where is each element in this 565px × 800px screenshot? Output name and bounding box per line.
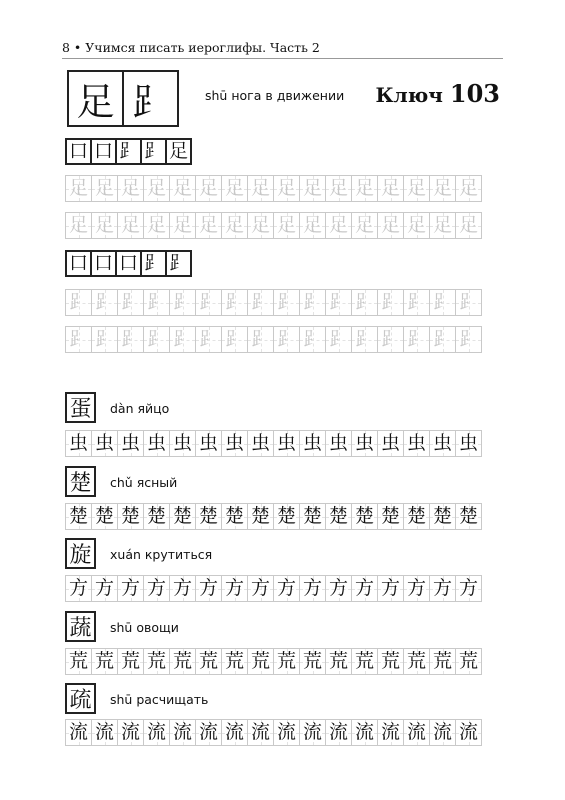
practice-cell: 虫 xyxy=(221,430,248,457)
practice-cell: 虫 xyxy=(273,430,300,457)
practice-cell: 虫 xyxy=(91,430,118,457)
practice-cell: 荒 xyxy=(117,648,144,675)
practice-cell: 流 xyxy=(299,719,326,746)
practice-cell: 流 xyxy=(117,719,144,746)
practice-cell: 流 xyxy=(377,719,404,746)
practice-cell: 荒 xyxy=(221,648,248,675)
practice-cell: ⻊ xyxy=(429,289,456,316)
practice-cell: 楚 xyxy=(377,503,404,530)
practice-cell: 足 xyxy=(91,175,118,202)
practice-cell: 足 xyxy=(195,212,222,239)
practice-cell: 足 xyxy=(247,212,274,239)
practice-row-variant-2 xyxy=(65,326,481,353)
stroke-cell: ⼝ xyxy=(90,250,117,277)
practice-cell: 方 xyxy=(117,575,144,602)
practice-cell: 足 xyxy=(299,175,326,202)
practice-cell: ⻊ xyxy=(299,326,326,353)
practice-cell: 楚 xyxy=(273,503,300,530)
practice-cell: 方 xyxy=(247,575,274,602)
practice-cell: 流 xyxy=(221,719,248,746)
word-practice-row xyxy=(65,575,481,602)
practice-cell: ⻊ xyxy=(247,289,274,316)
practice-cell: 方 xyxy=(273,575,300,602)
practice-cell: ⻊ xyxy=(169,289,196,316)
practice-cell: 楚 xyxy=(195,503,222,530)
practice-cell: 方 xyxy=(429,575,456,602)
practice-cell: 流 xyxy=(325,719,352,746)
practice-cell: ⻊ xyxy=(65,326,92,353)
practice-cell: 足 xyxy=(143,212,170,239)
practice-cell: 荒 xyxy=(169,648,196,675)
practice-cell: ⻊ xyxy=(455,289,482,316)
practice-cell: 足 xyxy=(143,175,170,202)
practice-cell: 楚 xyxy=(325,503,352,530)
practice-cell: 荒 xyxy=(91,648,118,675)
practice-cell: ⻊ xyxy=(169,326,196,353)
practice-row-main-2 xyxy=(65,212,481,239)
practice-cell: 足 xyxy=(377,212,404,239)
practice-cell: 流 xyxy=(143,719,170,746)
practice-cell: ⻊ xyxy=(195,326,222,353)
practice-cell: ⻊ xyxy=(325,289,352,316)
practice-cell: 足 xyxy=(221,212,248,239)
practice-cell: 足 xyxy=(65,212,92,239)
practice-cell: 虫 xyxy=(403,430,430,457)
practice-cell: ⻊ xyxy=(221,326,248,353)
stroke-cell: ⼝ xyxy=(90,138,117,165)
word-char-box: 疏 xyxy=(65,683,96,714)
practice-cell: 足 xyxy=(377,175,404,202)
practice-cell: 流 xyxy=(403,719,430,746)
practice-cell: 足 xyxy=(117,175,144,202)
practice-cell: 足 xyxy=(195,175,222,202)
practice-row-main-1 xyxy=(65,175,481,202)
stroke-order-main xyxy=(65,138,190,165)
practice-cell: ⻊ xyxy=(91,326,118,353)
practice-cell: 流 xyxy=(455,719,482,746)
practice-cell: 荒 xyxy=(247,648,274,675)
stroke-cell: ⻊ xyxy=(140,138,167,165)
practice-cell: 方 xyxy=(455,575,482,602)
radical-variant-char: ⻊ xyxy=(122,70,179,127)
practice-cell: 方 xyxy=(65,575,92,602)
practice-cell: 足 xyxy=(429,212,456,239)
practice-cell: 虫 xyxy=(143,430,170,457)
practice-cell: ⻊ xyxy=(143,326,170,353)
practice-cell: 虫 xyxy=(429,430,456,457)
practice-cell: 楚 xyxy=(117,503,144,530)
word-label: shū расчищать xyxy=(110,692,209,707)
word-practice-row xyxy=(65,719,481,746)
stroke-cell: ⻊ xyxy=(115,138,142,165)
practice-cell: ⻊ xyxy=(247,326,274,353)
practice-cell: 流 xyxy=(351,719,378,746)
header-divider xyxy=(62,58,503,59)
practice-row-variant-1 xyxy=(65,289,481,316)
practice-cell: 荒 xyxy=(351,648,378,675)
word-char-box: 蔬 xyxy=(65,611,96,642)
practice-cell: 方 xyxy=(351,575,378,602)
practice-cell: ⻊ xyxy=(403,326,430,353)
practice-cell: 方 xyxy=(91,575,118,602)
word-label: xuán крутиться xyxy=(110,547,213,562)
practice-cell: 流 xyxy=(91,719,118,746)
practice-cell: 足 xyxy=(351,212,378,239)
practice-cell: 足 xyxy=(169,175,196,202)
practice-cell: 虫 xyxy=(325,430,352,457)
stroke-cell: 口 xyxy=(65,138,92,165)
practice-cell: 楚 xyxy=(169,503,196,530)
stroke-cell: ⻊ xyxy=(165,250,192,277)
practice-cell: 足 xyxy=(117,212,144,239)
practice-cell: 虫 xyxy=(117,430,144,457)
practice-cell: 流 xyxy=(429,719,456,746)
key-number: 103 xyxy=(449,79,500,108)
practice-cell: 楚 xyxy=(221,503,248,530)
practice-cell: 足 xyxy=(65,175,92,202)
word-label: shū овощи xyxy=(110,620,179,635)
practice-cell: 足 xyxy=(325,212,352,239)
practice-cell: 足 xyxy=(299,212,326,239)
stroke-cell: 足 xyxy=(165,138,192,165)
practice-cell: ⻊ xyxy=(91,289,118,316)
word-practice-row xyxy=(65,430,481,457)
practice-cell: 荒 xyxy=(429,648,456,675)
practice-cell: 楚 xyxy=(429,503,456,530)
practice-cell: 足 xyxy=(455,175,482,202)
practice-cell: 方 xyxy=(195,575,222,602)
practice-cell: 荒 xyxy=(273,648,300,675)
practice-cell: 方 xyxy=(299,575,326,602)
practice-cell: 虫 xyxy=(247,430,274,457)
practice-cell: 虫 xyxy=(195,430,222,457)
practice-cell: 虫 xyxy=(169,430,196,457)
practice-cell: 虫 xyxy=(351,430,378,457)
practice-cell: 足 xyxy=(169,212,196,239)
page-header: 8 • Учимся писать иероглифы. Часть 2 xyxy=(62,40,320,55)
word-char-box: 楚 xyxy=(65,466,96,497)
radical-pinyin-meaning: shū нога в движении xyxy=(205,88,345,103)
practice-cell: ⻊ xyxy=(377,326,404,353)
practice-cell: 流 xyxy=(273,719,300,746)
practice-cell: 足 xyxy=(403,212,430,239)
practice-cell: ⻊ xyxy=(117,289,144,316)
practice-cell: 荒 xyxy=(455,648,482,675)
practice-cell: ⻊ xyxy=(455,326,482,353)
stroke-cell: ⻊ xyxy=(140,250,167,277)
practice-cell: 流 xyxy=(169,719,196,746)
practice-cell: 足 xyxy=(325,175,352,202)
practice-cell: 虫 xyxy=(455,430,482,457)
practice-cell: 方 xyxy=(143,575,170,602)
practice-cell: ⻊ xyxy=(377,289,404,316)
practice-cell: 荒 xyxy=(143,648,170,675)
practice-cell: 足 xyxy=(273,175,300,202)
practice-cell: 楚 xyxy=(143,503,170,530)
practice-cell: 荒 xyxy=(299,648,326,675)
practice-cell: ⻊ xyxy=(221,289,248,316)
practice-cell: 楚 xyxy=(247,503,274,530)
practice-cell: 荒 xyxy=(377,648,404,675)
word-char-box: 旋 xyxy=(65,538,96,569)
practice-cell: 楚 xyxy=(65,503,92,530)
practice-cell: 足 xyxy=(221,175,248,202)
practice-cell: 楚 xyxy=(403,503,430,530)
practice-cell: 流 xyxy=(195,719,222,746)
practice-cell: 虫 xyxy=(299,430,326,457)
radical-main-char: 足 xyxy=(67,70,124,127)
word-char-box: 蛋 xyxy=(65,392,96,423)
practice-cell: 足 xyxy=(351,175,378,202)
practice-cell: 楚 xyxy=(299,503,326,530)
word-practice-row xyxy=(65,648,481,675)
word-label: dàn яйцо xyxy=(110,401,170,416)
stroke-order-variant xyxy=(65,250,190,277)
practice-cell: 足 xyxy=(273,212,300,239)
practice-cell: ⻊ xyxy=(325,326,352,353)
practice-cell: 荒 xyxy=(325,648,352,675)
practice-cell: 方 xyxy=(169,575,196,602)
practice-cell: ⻊ xyxy=(351,326,378,353)
practice-cell: 荒 xyxy=(403,648,430,675)
practice-cell: 流 xyxy=(65,719,92,746)
practice-cell: ⻊ xyxy=(143,289,170,316)
practice-cell: 方 xyxy=(325,575,352,602)
practice-cell: 楚 xyxy=(351,503,378,530)
practice-cell: ⻊ xyxy=(351,289,378,316)
practice-cell: ⻊ xyxy=(117,326,144,353)
practice-cell: 楚 xyxy=(91,503,118,530)
practice-cell: 方 xyxy=(377,575,404,602)
word-label: chǔ ясный xyxy=(110,475,178,490)
practice-cell: 荒 xyxy=(195,648,222,675)
practice-cell: ⻊ xyxy=(429,326,456,353)
practice-cell: 方 xyxy=(221,575,248,602)
practice-cell: 方 xyxy=(403,575,430,602)
practice-cell: ⻊ xyxy=(299,289,326,316)
practice-cell: 足 xyxy=(247,175,274,202)
practice-cell: 流 xyxy=(247,719,274,746)
key-word: Ключ xyxy=(375,83,443,107)
practice-cell: 楚 xyxy=(455,503,482,530)
word-practice-row xyxy=(65,503,481,530)
key-label xyxy=(375,79,500,108)
practice-cell: ⻊ xyxy=(273,326,300,353)
practice-cell: ⻊ xyxy=(65,289,92,316)
practice-cell: 虫 xyxy=(377,430,404,457)
practice-cell: 荒 xyxy=(65,648,92,675)
practice-cell: ⻊ xyxy=(195,289,222,316)
practice-cell: ⻊ xyxy=(273,289,300,316)
practice-cell: 足 xyxy=(455,212,482,239)
practice-cell: 虫 xyxy=(65,430,92,457)
practice-cell: ⻊ xyxy=(403,289,430,316)
practice-cell: 足 xyxy=(91,212,118,239)
stroke-cell: ⼝ xyxy=(115,250,142,277)
practice-cell: 足 xyxy=(429,175,456,202)
practice-cell: 足 xyxy=(403,175,430,202)
stroke-cell: 口 xyxy=(65,250,92,277)
